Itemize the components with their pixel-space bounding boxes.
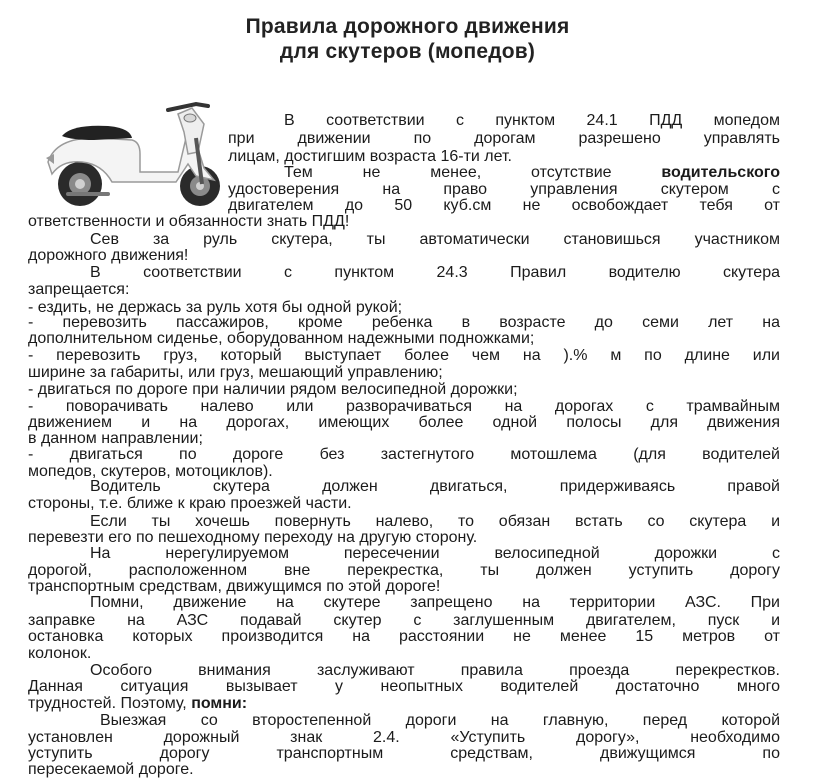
page-title [0, 14, 815, 64]
text-line: - двигаться по дороге без застегнутого мотошлема (для водителей [28, 446, 780, 463]
text-line: На нерегулируемом пересечении велосипедной дорожки с [90, 545, 780, 562]
text-line: движением и на дорогах, имеющих более одной полосы для движения [28, 414, 780, 431]
text-line: при движении по дорогам разрешено управлять [228, 130, 780, 147]
text-line: дорогой, расположенном вне перекрестка, ты должен уступить дорогу [28, 562, 780, 579]
text-line: ответственности и обязанности знать ПДД! [28, 213, 350, 230]
text-line: лицам, достигшим возраста 16-ти лет. [228, 148, 512, 165]
text-line: установлен дорожный знак 2.4. «Уступить дорогу», необходимо [28, 729, 780, 746]
text-line: двигателем до 50 куб.см не освобождает тебя от [228, 197, 780, 214]
text-line: Сев за руль скутера, ты автоматически становишься участником [90, 231, 780, 248]
text-line: - ездить, не держась за руль хотя бы одной рукой; [28, 299, 403, 316]
text-line: перевезти его по пешеходному переходу на другую сторону. [28, 529, 478, 546]
text-line: - перевозить пассажиров, кроме ребенка в возрасте до семи лет на [28, 314, 780, 331]
text-line: в данном направлении; [28, 430, 203, 447]
text-line: Данная ситуация вызывает у неопытных водителей достаточно много [28, 678, 780, 695]
text-line: - двигаться по дороге при наличии рядом велосипедной дорожки; [28, 381, 518, 398]
text-line: Если ты хочешь повернуть налево, то обязан встать со скутера и [90, 513, 780, 530]
text-line: Особого внимания заслуживают правила проезда перекрестков. [90, 662, 780, 679]
text-line: - перевозить груз, который выступает более чем на ).% м по длине или [28, 347, 780, 364]
text-line: уступить дорогу транспортным средствам, движущимся по [28, 745, 780, 762]
title-line-2: для скутеров (мопедов) [279, 40, 536, 63]
text-line: Тем не менее, отсутствие водительского [284, 164, 780, 181]
bold-emphasis: водительского [661, 164, 780, 181]
text-line: трудностей. Поэтому, помни: [28, 695, 248, 712]
text-line: мопедов, скутеров, мотоциклов). [28, 463, 273, 480]
text-line: - поворачивать налево или разворачиваться на дорогах с трамвайным [28, 398, 780, 415]
text-line: удостоверения на право управления скутером с [228, 181, 780, 198]
text-line: ширине за габариты, или груз, мешающий управлению; [28, 364, 443, 381]
text-line: стороны, т.е. ближе к краю проезжей части. [28, 495, 352, 512]
title-line-1: Правила дорожного движения [245, 15, 570, 38]
text-line: Водитель скутера должен двигаться, придерживаясь правой [90, 478, 780, 495]
text-line: остановка которых производится на расстоянии не менее 15 метров от [28, 628, 780, 645]
bold-emphasis: помни: [191, 695, 248, 712]
text-line: В соответствии с пунктом 24.3 Правил водителю скутера [90, 264, 780, 281]
text-line: заправке на АЗС подавай скутер с заглушенным двигателем, пуск и [28, 612, 780, 629]
text-line: пересекаемой дороге. [28, 761, 194, 778]
text-line: дополнительном сиденье, оборудованном надежными подножками; [28, 330, 535, 347]
text-line: В соответствии с пунктом 24.1 ПДД мопедом [284, 112, 780, 129]
scooter-illustration [28, 98, 238, 213]
text-line: Помни, движение на скутере запрещено на территории АЗС. При [90, 594, 780, 611]
text-line: дорожного движения! [28, 247, 189, 264]
text-line: Выезжая со второстепенной дороги на главную, перед которой [100, 712, 780, 729]
text-line: колонок. [28, 645, 92, 662]
text-line: запрещается: [28, 281, 130, 298]
text-line: транспортным средствам, движущимся по этой дороге! [28, 578, 441, 595]
